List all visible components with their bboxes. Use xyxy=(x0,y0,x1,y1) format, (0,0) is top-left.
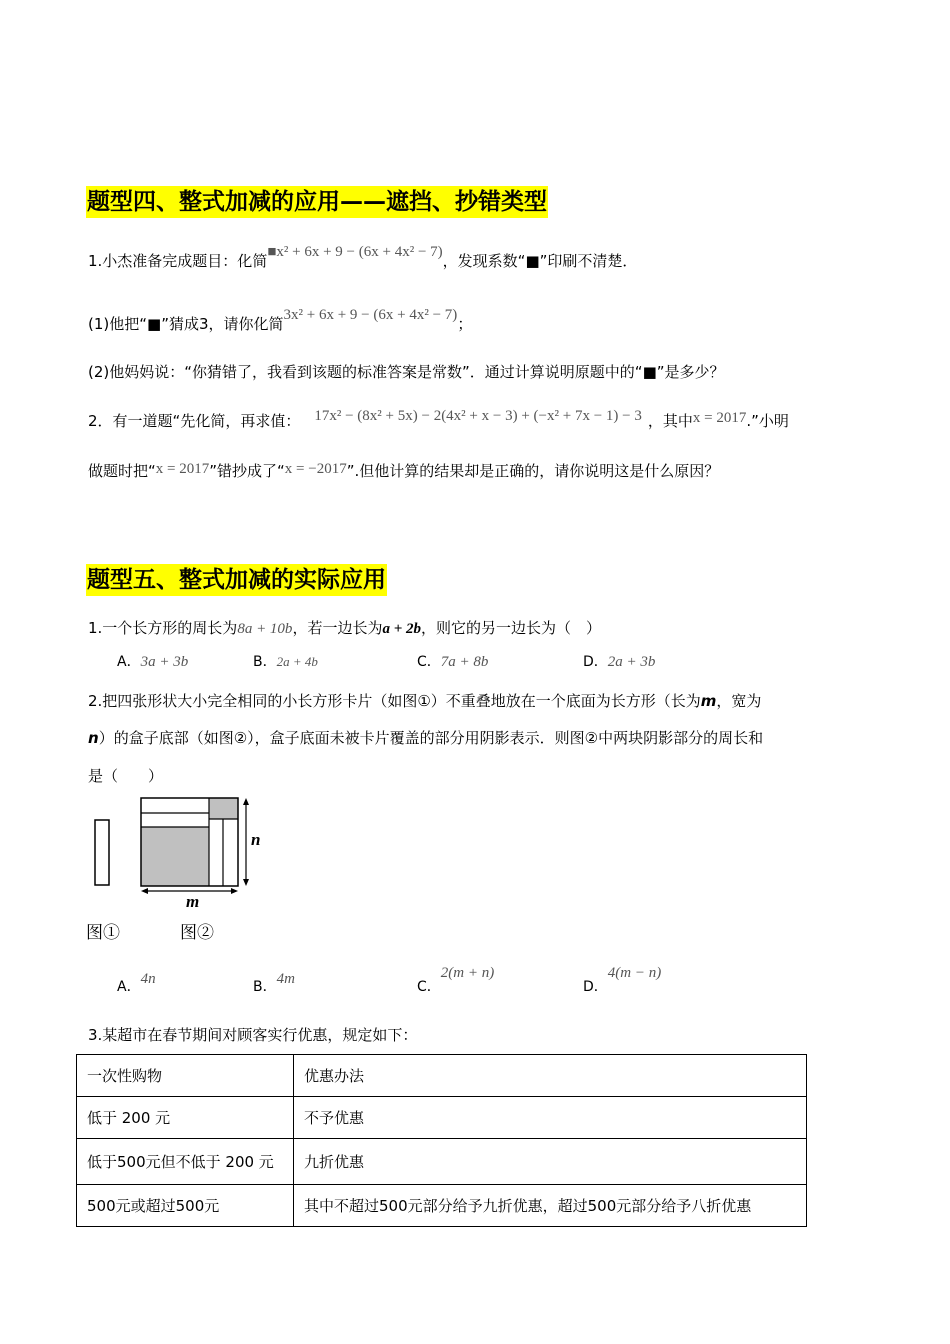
q4-1-after: ，发现系数“■”印刷不清楚． xyxy=(442,252,638,270)
q5-1-pre: 1.一个长方形的周长为 xyxy=(88,619,238,637)
q4-2-line2-c: ”.但他计算的结果却是正确的，请你说明这是什么原因？ xyxy=(346,462,720,480)
q5-2-line3: 是（ ） xyxy=(88,767,164,785)
card-figure-1 xyxy=(95,820,109,885)
q5-1-option-d[interactable] xyxy=(583,651,655,671)
table-row xyxy=(77,1097,807,1139)
option-value: 4n xyxy=(140,971,156,987)
q5-2-option-d[interactable] xyxy=(583,962,662,995)
section-heading-4: 题型四、整式加减的应用——遮挡、抄错类型 xyxy=(86,186,548,218)
q5-2-figure xyxy=(86,790,286,915)
q5-1-stem xyxy=(88,617,601,638)
q5-1-post: ，则它的另一边长为（ ） xyxy=(421,619,602,637)
q5-1-perimeter: 8a + 10b xyxy=(237,621,293,637)
q5-2-line2 xyxy=(88,727,763,748)
table-cell: 九折优惠 xyxy=(294,1139,807,1185)
q5-2-m: m xyxy=(700,692,717,710)
table-cell: 不予优惠 xyxy=(294,1097,807,1139)
table-cell: 低于 200 元 xyxy=(77,1097,294,1139)
q5-1-side: a + 2b xyxy=(382,621,422,637)
q5-2-option-b[interactable] xyxy=(253,968,295,995)
q5-2-line1 xyxy=(88,690,761,711)
option-value: 2(m + n) xyxy=(440,965,495,981)
q4-2-line2 xyxy=(88,460,719,481)
q4-1-expression: ■x² + 6x + 9 − (6x + 4x² − 7) xyxy=(267,244,443,260)
shaded-region-small xyxy=(209,798,238,819)
discount-table xyxy=(76,1054,807,1227)
fig-label-m: m xyxy=(186,892,200,911)
q4-1-line xyxy=(88,244,638,271)
option-value: 4m xyxy=(276,971,295,987)
q4-2-line2-x2: x = −2017 xyxy=(284,461,347,477)
q4-1-part2: (2)他妈妈说：“你猜错了，我看到该题的标准答案是常数”．通过计算说明原题中的“■”是多少？ xyxy=(88,363,725,381)
table-row xyxy=(77,1185,807,1227)
option-label: C． xyxy=(417,654,441,670)
fig-label-n: n xyxy=(251,830,261,849)
q5-1-option-a[interactable] xyxy=(117,651,188,671)
q4-2-line2-b: ”错抄成了“ xyxy=(209,462,285,480)
section-heading-5: 题型五、整式加减的实际应用 xyxy=(86,564,387,596)
q5-2-line1-b: ，宽为 xyxy=(716,692,762,710)
q5-3-intro: 3.某超市在春节期间对顾客实行优惠，规定如下： xyxy=(88,1026,418,1044)
q5-2-option-c[interactable] xyxy=(417,962,495,995)
table-header-cell: 一次性购物 xyxy=(77,1055,294,1097)
q4-2-tail: .”小明 xyxy=(746,412,789,430)
table-cell: 低于500元但不低于 200 元 xyxy=(77,1139,294,1185)
q4-2-expression: 17x² − (8x² + 5x) − 2(4x² + x − 3) + (−x² + 7x − 1) − 3 xyxy=(314,408,642,424)
option-value: 7a + 8b xyxy=(440,654,489,670)
q4-2-line2-a: 做题时把“ xyxy=(88,462,156,480)
table-row xyxy=(77,1139,807,1185)
option-label: A． xyxy=(117,654,141,670)
q4-1-part1 xyxy=(88,307,473,334)
q5-1-option-b[interactable] xyxy=(253,651,318,671)
q5-1-mid: ，若一边长为 xyxy=(292,619,383,637)
q5-2-line1-text: 2.把四张形状大小完全相同的小长方形卡片（如图①）不重叠地放在一个底面为长方形（长为 xyxy=(88,692,701,710)
q4-1-part1-end: ； xyxy=(457,315,473,333)
option-value: 2a + 3b xyxy=(607,654,656,670)
q4-1-intro: 1.小杰准备完成题目：化简 xyxy=(88,252,268,270)
option-label: C． xyxy=(417,979,441,995)
q5-2-line2-text: ）的盒子底部（如图②），盒子底面未被卡片覆盖的部分用阴影表示．则图②中两块阴影部分的周长和 xyxy=(98,729,764,747)
q4-2-line1 xyxy=(88,410,789,431)
q5-1-option-c[interactable] xyxy=(417,651,488,671)
q4-2-line2-x1: x = 2017 xyxy=(155,461,210,477)
table-header-cell: 优惠办法 xyxy=(294,1055,807,1097)
table-header-row xyxy=(77,1055,807,1097)
q4-1-part1-text: (1)他把“■”猜成3，请你化简 xyxy=(88,315,284,333)
q4-2-mid: ，其中 xyxy=(647,412,693,430)
option-label: A． xyxy=(117,979,141,995)
option-value: 4(m − n) xyxy=(607,965,662,981)
q4-1-part1-expression: 3x² + 6x + 9 − (6x + 4x² − 7) xyxy=(283,307,458,323)
table-cell: 其中不超过500元部分给予九折优惠，超过500元部分给予八折优惠 xyxy=(294,1185,807,1227)
figure-2-caption: 图② xyxy=(180,923,214,942)
figure-1-caption: 图① xyxy=(86,923,120,942)
q5-2-option-a[interactable] xyxy=(117,968,156,995)
option-label: D． xyxy=(583,654,608,670)
option-value: 2a + 4b xyxy=(276,654,318,669)
option-value: 3a + 3b xyxy=(140,654,189,670)
option-label: D． xyxy=(583,979,608,995)
q5-2-n: n xyxy=(88,729,99,747)
q4-2-intro: 2．有一道题“先化简，再求值： xyxy=(88,412,301,430)
option-label: B． xyxy=(253,979,277,995)
table-cell: 500元或超过500元 xyxy=(77,1185,294,1227)
q4-2-x-value: x = 2017 xyxy=(692,410,747,426)
option-label: B． xyxy=(253,654,277,670)
shaded-region-large xyxy=(141,827,209,886)
